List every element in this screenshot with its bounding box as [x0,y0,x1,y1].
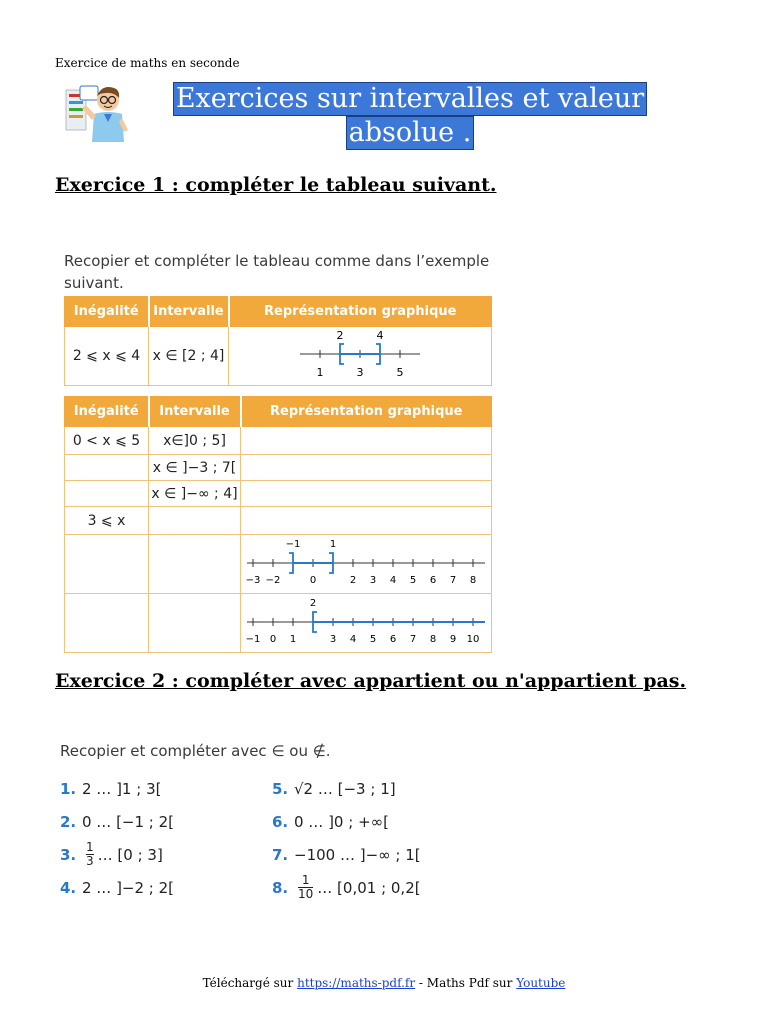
tick-label: 1 [289,634,297,645]
row-4-graph [241,507,492,535]
tick-label: 4 [389,575,397,586]
tick-label: −1 [245,634,261,645]
item-text: 2 … ]1 ; 3[ [82,779,162,798]
exercise-2-intro: Recopier et compléter avec ∈ ou ∉. [60,742,331,760]
example-interval: x ∈ [2 ; 4] [149,327,229,386]
footer-prefix: Téléchargé sur [202,976,298,990]
exercise-table [64,396,492,653]
tick-label: 3 [329,634,337,645]
row-6-inequality [65,594,149,653]
tick-label: 4 [349,634,357,645]
item-text: 2 … ]−2 ; 2[ [82,878,175,897]
header-inequality: Inégalité [65,397,149,427]
item-number: 5. [272,779,289,798]
example-inequality: 2 ⩽ x ⩽ 4 [65,327,149,386]
item-number: 8. [272,878,289,897]
row-2-inequality [65,455,149,481]
row-5-graph [241,535,492,594]
page-title [160,82,660,150]
list-item [60,838,174,871]
tick-label: 7 [409,634,417,645]
tick-label: 2 [349,575,357,586]
row-3-graph [241,481,492,507]
exercise-1-intro: Recopier et compléter le tableau comme dans l’exemple suivant. [64,252,490,292]
header-note: Exercice de maths en seconde [55,56,240,70]
tick-label: 7 [449,575,457,586]
tick-label: 8 [469,575,477,586]
list-item [272,772,421,805]
item-number: 2. [60,812,77,831]
tick-label: 8 [429,634,437,645]
example-bracket-label: 2 [336,329,344,342]
example-bracket-label: 4 [376,329,384,342]
example-table [64,296,492,386]
item-number: 3. [60,845,77,864]
list-item [60,772,174,805]
row-6-graph [241,594,492,653]
tick-label: 3 [369,575,377,586]
exercise-1-heading: Exercice 1 : compléter le tableau suivant. [55,174,497,196]
row-5-interval [149,535,241,594]
row-3-interval: x ∈ ]−∞ ; 4] [149,481,241,507]
tick-label: 0 [309,575,317,586]
header-inequality: Inégalité [65,297,149,327]
example-graph-cell [229,327,492,386]
list-item [272,838,421,871]
exercise-2-left-list [60,772,174,904]
header-interval: Intervalle [149,397,241,427]
fraction-denominator: 3 [86,854,94,868]
number-line-1 [241,535,491,589]
title-line-1: Exercices sur intervalles et valeur [173,82,647,116]
footer-youtube-link[interactable]: Youtube [516,976,566,990]
footer [0,976,768,990]
row-1-interval: x∈]0 ; 5] [149,427,241,455]
item-text: … [0 ; 3] [97,845,163,864]
fraction-numerator: 1 [86,840,94,854]
header-graph: Représentation graphique [241,397,492,427]
list-item [60,871,174,904]
exercise-2-heading: Exercice 2 : compléter avec appartient ou n'appartient pas. [55,670,687,692]
bracket-label: −1 [285,539,301,550]
tick-label: 5 [409,575,417,586]
item-number: 4. [60,878,77,897]
title-line-2: absolue . [346,116,475,150]
tick-label: 6 [389,634,397,645]
row-1-graph [241,427,492,455]
list-item [272,871,421,904]
footer-middle: - Maths Pdf sur [415,976,517,990]
fraction [86,841,94,868]
row-3-inequality [65,481,149,507]
list-item [272,805,421,838]
tick-label: 0 [269,634,277,645]
bracket-label: 1 [329,539,337,550]
row-2-graph [241,455,492,481]
tick-label: 9 [449,634,457,645]
item-text: √2 … [−3 ; 1] [294,779,396,798]
item-text: 0 … ]0 ; +∞[ [294,812,389,831]
tick-label: −2 [265,575,281,586]
tick-label: 5 [369,634,377,645]
row-4-interval [149,507,241,535]
fraction-numerator: 1 [301,873,310,887]
item-number: 6. [272,812,289,831]
list-item [60,805,174,838]
item-number: 7. [272,845,289,864]
item-text: −100 … ]−∞ ; 1[ [294,845,421,864]
tick-label: 10 [466,634,480,645]
tick-label: 6 [429,575,437,586]
example-tick-label: 1 [316,366,324,379]
example-number-line [230,327,490,381]
example-tick-label: 3 [356,366,364,379]
number-line-2 [241,594,491,648]
tick-label: −3 [245,575,261,586]
footer-site-link[interactable]: https://maths-pdf.fr [297,976,416,990]
fraction [298,874,313,901]
row-6-interval [149,594,241,653]
item-number: 1. [60,779,77,798]
example-tick-label: 5 [396,366,404,379]
header-interval: Intervalle [149,297,229,327]
item-text: … [0,01 ; 0,2[ [317,878,421,897]
row-1-inequality: 0 < x ⩽ 5 [65,427,149,455]
row-2-interval: x ∈ ]−3 ; 7[ [149,455,241,481]
maths-pdf-mascot-logo [64,80,130,146]
fraction-denominator: 10 [298,887,314,901]
header-graph: Représentation graphique [229,297,492,327]
bracket-label: 2 [309,598,317,609]
exercise-2-right-list [272,772,421,904]
row-5-inequality [65,535,149,594]
item-text: 0 … [−1 ; 2[ [82,812,175,831]
row-4-inequality: 3 ⩽ x [65,507,149,535]
